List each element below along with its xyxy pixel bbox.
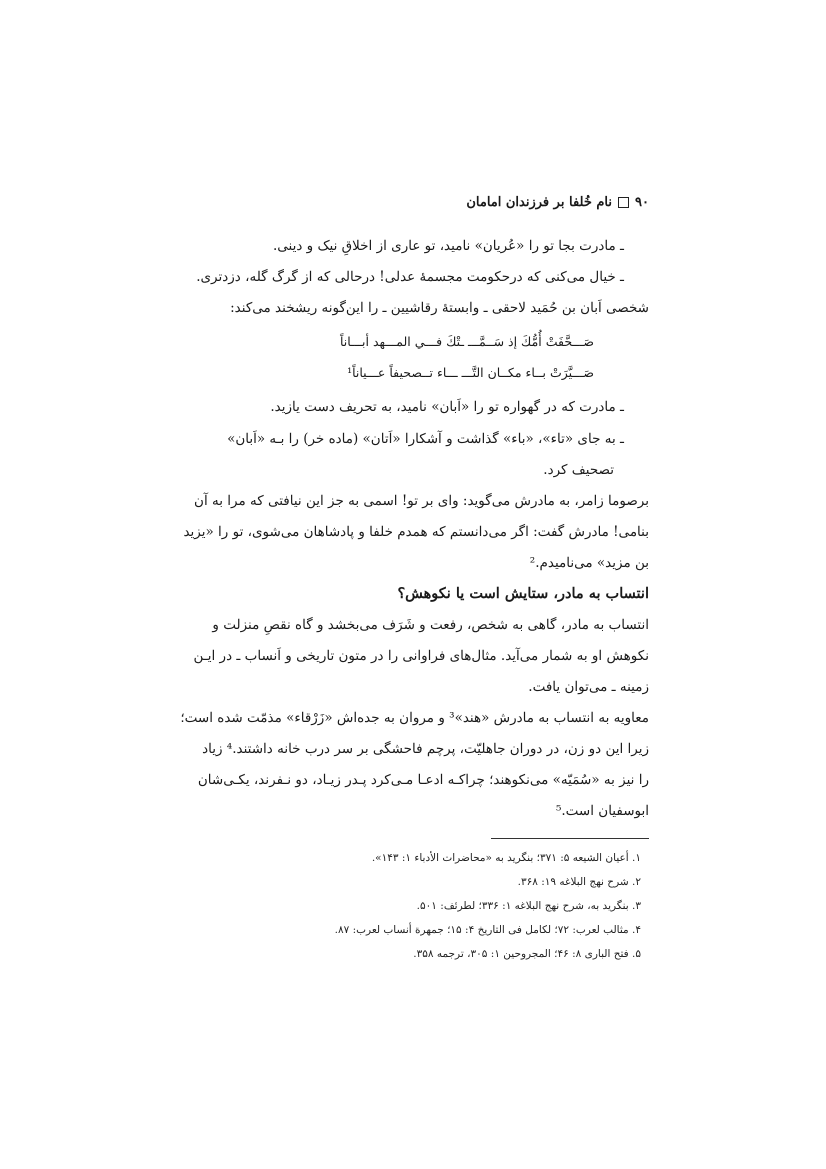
body-line: ـ خیال می‌کنی که درحکومت مجسمهٔ عدلی! درحالی که از گرگ گله، دزدتری. bbox=[196, 269, 624, 285]
footnote-divider bbox=[491, 838, 649, 839]
body-line: ـ مادرت بجا تو را «عُریان» نامید، تو عاری از اخلاقِ نیک و دینی. bbox=[272, 238, 624, 254]
body-line: معاویه به انتساب به مادرش «هند»³ و مروان به جده‌اش «زَرْقاء» مذمّت شده است؛ bbox=[180, 710, 649, 726]
body-line: بنامی! مادرش گفت: اگر می‌دانستم که همدم خلفا و پادشاهان می‌شوی، تو را «یزید bbox=[183, 524, 649, 540]
section-heading: انتساب به مادر، ستایش است یا نکوهش؟ bbox=[397, 585, 649, 602]
body-line: بن مزید» می‌نامیدم.² bbox=[529, 555, 649, 571]
page-number: ۹۰ bbox=[635, 195, 649, 210]
body-line: زمینه ـ می‌توان یافت. bbox=[528, 679, 649, 695]
body-line: شخصی اَبان بن حُمَید لاحقی ـ وابستهٔ رقاشیین ـ را این‌گونه ریشخند می‌کند: bbox=[230, 300, 649, 316]
footnote: ۴. مثالب لعرب: ۷۲؛ لكامل فى التاريخ ۴: ۱۵؛ جمهرة أنساب لعرب: ۸۷. bbox=[334, 924, 641, 936]
body-line: زیرا این دو زن، در دوران جاهلیّت، پرچم فاحشگی بر سر درب خانه داشتند.⁴ زیاد bbox=[202, 741, 649, 757]
footnote: ۵. فتح البارى ۸: ۴۶؛ المجروحين ۱: ۳۰۵، ترجمه ۳۵۸. bbox=[413, 948, 641, 960]
body-line: ـ مادرت که در گهواره تو را «اَبان» نامید، به تحریف دست یازید. bbox=[270, 399, 624, 415]
body-line: انتساب به مادر، گاهی به شخص، رفعت و شَرَف می‌بخشد و گاه نقصِ منزلت و bbox=[212, 617, 649, 633]
body-line: نکوهش او به شمار می‌آید. مثال‌های فراوانی را در متون تاریخی و اَنساب ـ در ایـن bbox=[193, 648, 649, 664]
body-line: ـ به جای «تاء»، «باء» گذاشت و آشکارا «اَتان» (ماده خر) را بـه «اَبان» bbox=[227, 431, 624, 447]
poem-verse: صَـــحَّفَتْ أُمُّكَ إذ سَــمَّـــ ـتْكَ فـــي المـــهد أبـــاناً bbox=[339, 334, 594, 349]
running-header bbox=[177, 195, 649, 210]
footnote: ۳. بنگريد به، شرح نهج البلاغه ۱: ۳۳۶؛ لطرئف: ۵۰۱. bbox=[416, 900, 641, 912]
body-line: تصحیف کرد. bbox=[543, 462, 614, 478]
square-icon bbox=[618, 197, 629, 208]
body-line: برصوما زامر، به مادرش می‌گوید: وای بر تو! اسمی به جز این نیافتی که مرا به آن bbox=[194, 493, 649, 509]
body-line: را نیز به «سُمَیّه» می‌نکوهند؛ چراکـه ادعـا مـی‌کرد پـدر زیـاد، دو نـفرند، یکـی‌شان bbox=[197, 772, 649, 788]
footnote: ۱. أعيان الشيعه ۵: ۳۷۱؛ بنگريد به «محاضرات الأدباء ۱: ۱۴۳». bbox=[371, 852, 641, 864]
footnote: ۲. شرح نهج البلاغه ۱۹: ۳۶۸. bbox=[517, 876, 641, 888]
poem-verse: صَـــيَّرَتْ بــاء مكــان التَّـــ ـــاء تــصحيفاً عـــياناً¹ bbox=[347, 365, 594, 380]
running-title: نام خُلفا بر فرزندان امامان bbox=[466, 195, 613, 210]
body-line: ابوسفیان است.⁵ bbox=[555, 803, 649, 819]
